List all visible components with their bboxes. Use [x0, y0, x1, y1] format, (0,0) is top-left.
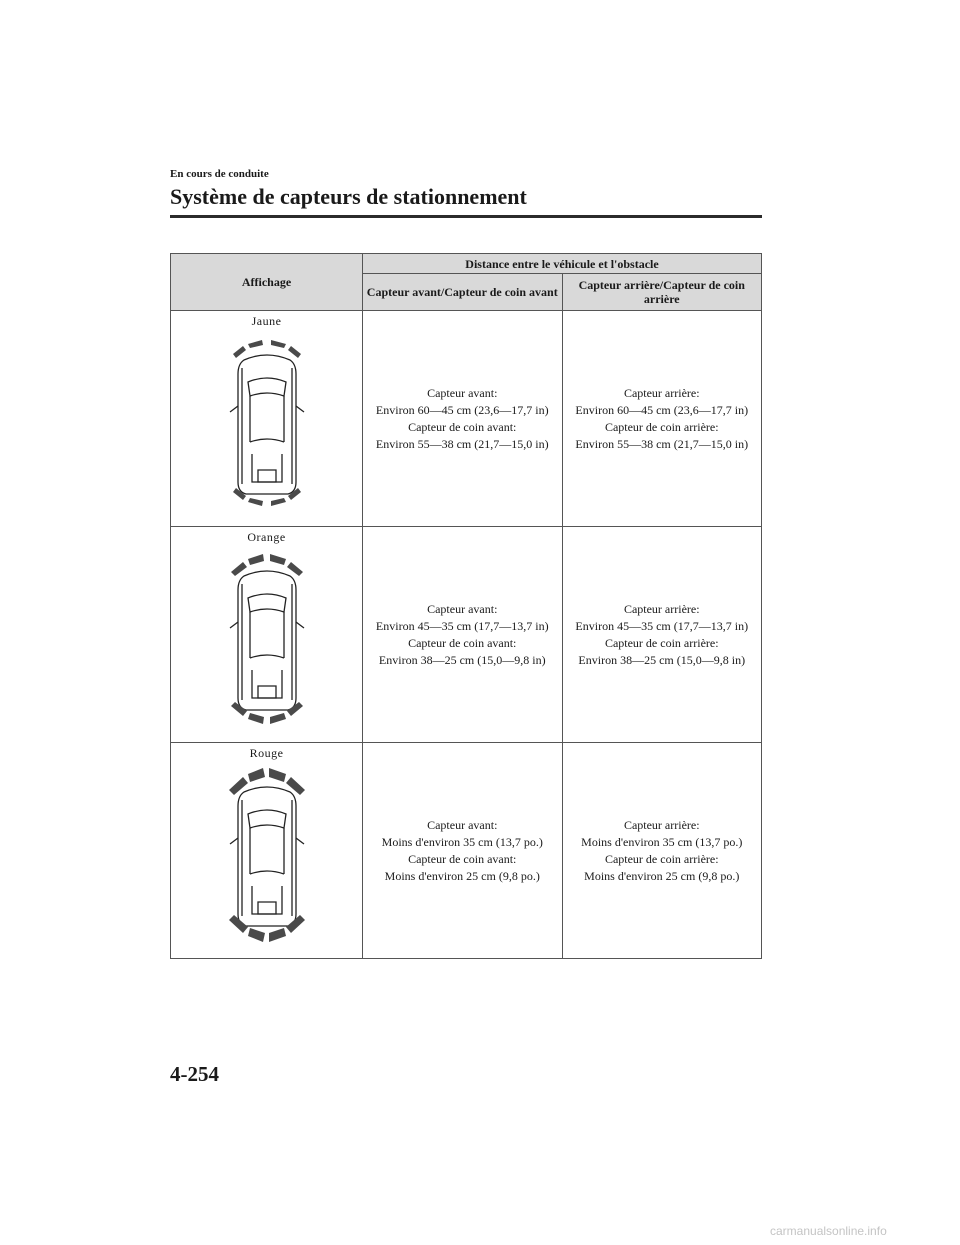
front-distance-cell	[363, 527, 563, 743]
header-display: Affichage	[171, 254, 363, 311]
table-row-yellow	[171, 311, 762, 527]
front-sensor-range: Environ 60―45 cm (23,6―17,7 in)	[375, 402, 549, 417]
rear-distance-cell	[562, 743, 762, 959]
rear-distance-cell	[562, 527, 762, 743]
rear-sensor-label: Capteur arrière:	[623, 817, 700, 832]
rear-distance-cell	[562, 311, 762, 527]
front-sensor-label: Capteur avant:	[427, 817, 498, 832]
title-rule	[170, 215, 762, 218]
car-top-view-icon	[222, 764, 312, 946]
rear-corner-label: Capteur de coin arrière:	[604, 635, 719, 650]
front-corner-range: Moins d'environ 25 cm (9,8 po.)	[384, 868, 540, 883]
front-sensor-label: Capteur avant:	[427, 601, 498, 616]
front-corner-range: Environ 38―25 cm (15,0―9,8 in)	[378, 652, 546, 667]
table-row-red	[171, 743, 762, 959]
car-top-view-icon	[222, 548, 312, 730]
front-corner-label: Capteur de coin avant:	[408, 419, 517, 434]
rear-sensor-range: Environ 45―35 cm (17,7―13,7 in)	[575, 618, 749, 633]
rear-sensor-range: Environ 60―45 cm (23,6―17,7 in)	[575, 402, 749, 417]
rear-corner-label: Capteur de coin arrière:	[604, 419, 719, 434]
rear-sensor-label: Capteur arrière:	[623, 385, 700, 400]
front-distance-cell	[363, 311, 563, 527]
display-cell	[171, 311, 363, 527]
table-row-orange	[171, 527, 762, 743]
sensor-bar-icon	[229, 768, 305, 942]
rear-corner-label: Capteur de coin arrière:	[604, 851, 719, 866]
distance-table	[170, 253, 762, 959]
display-cell	[171, 527, 363, 743]
front-corner-label: Capteur de coin avant:	[408, 851, 517, 866]
header-distance: Distance entre le véhicule et l'obstacle	[363, 254, 762, 274]
section-label: En cours de conduite	[170, 168, 269, 180]
header-front-sensor: Capteur avant/Capteur de coin avant	[363, 274, 563, 311]
header-rear-sensor: Capteur arrière/Capteur de coin arrière	[562, 274, 762, 311]
color-label: Jaune	[251, 314, 282, 328]
front-sensor-label: Capteur avant:	[427, 385, 498, 400]
page-number: 4-254	[170, 1062, 219, 1086]
watermark[interactable]: carmanualsonline.info	[770, 1224, 887, 1238]
front-distance-cell	[363, 743, 563, 959]
page-title: Système de capteurs de stationnement	[170, 184, 527, 209]
front-corner-label: Capteur de coin avant:	[408, 635, 517, 650]
display-cell	[171, 743, 363, 959]
color-label: Rouge	[249, 746, 284, 760]
rear-corner-range: Environ 55―38 cm (21,7―15,0 in)	[575, 436, 749, 451]
front-sensor-range: Moins d'environ 35 cm (13,7 po.)	[381, 834, 543, 849]
car-top-view-icon	[222, 332, 312, 514]
sensor-bar-icon	[233, 340, 301, 506]
rear-sensor-label: Capteur arrière:	[623, 601, 700, 616]
front-sensor-range: Environ 45―35 cm (17,7―13,7 in)	[375, 618, 549, 633]
color-label: Orange	[247, 530, 286, 544]
rear-corner-range: Moins d'environ 25 cm (9,8 po.)	[584, 868, 740, 883]
rear-corner-range: Environ 38―25 cm (15,0―9,8 in)	[578, 652, 746, 667]
rear-sensor-range: Moins d'environ 35 cm (13,7 po.)	[581, 834, 743, 849]
front-corner-range: Environ 55―38 cm (21,7―15,0 in)	[375, 436, 549, 451]
